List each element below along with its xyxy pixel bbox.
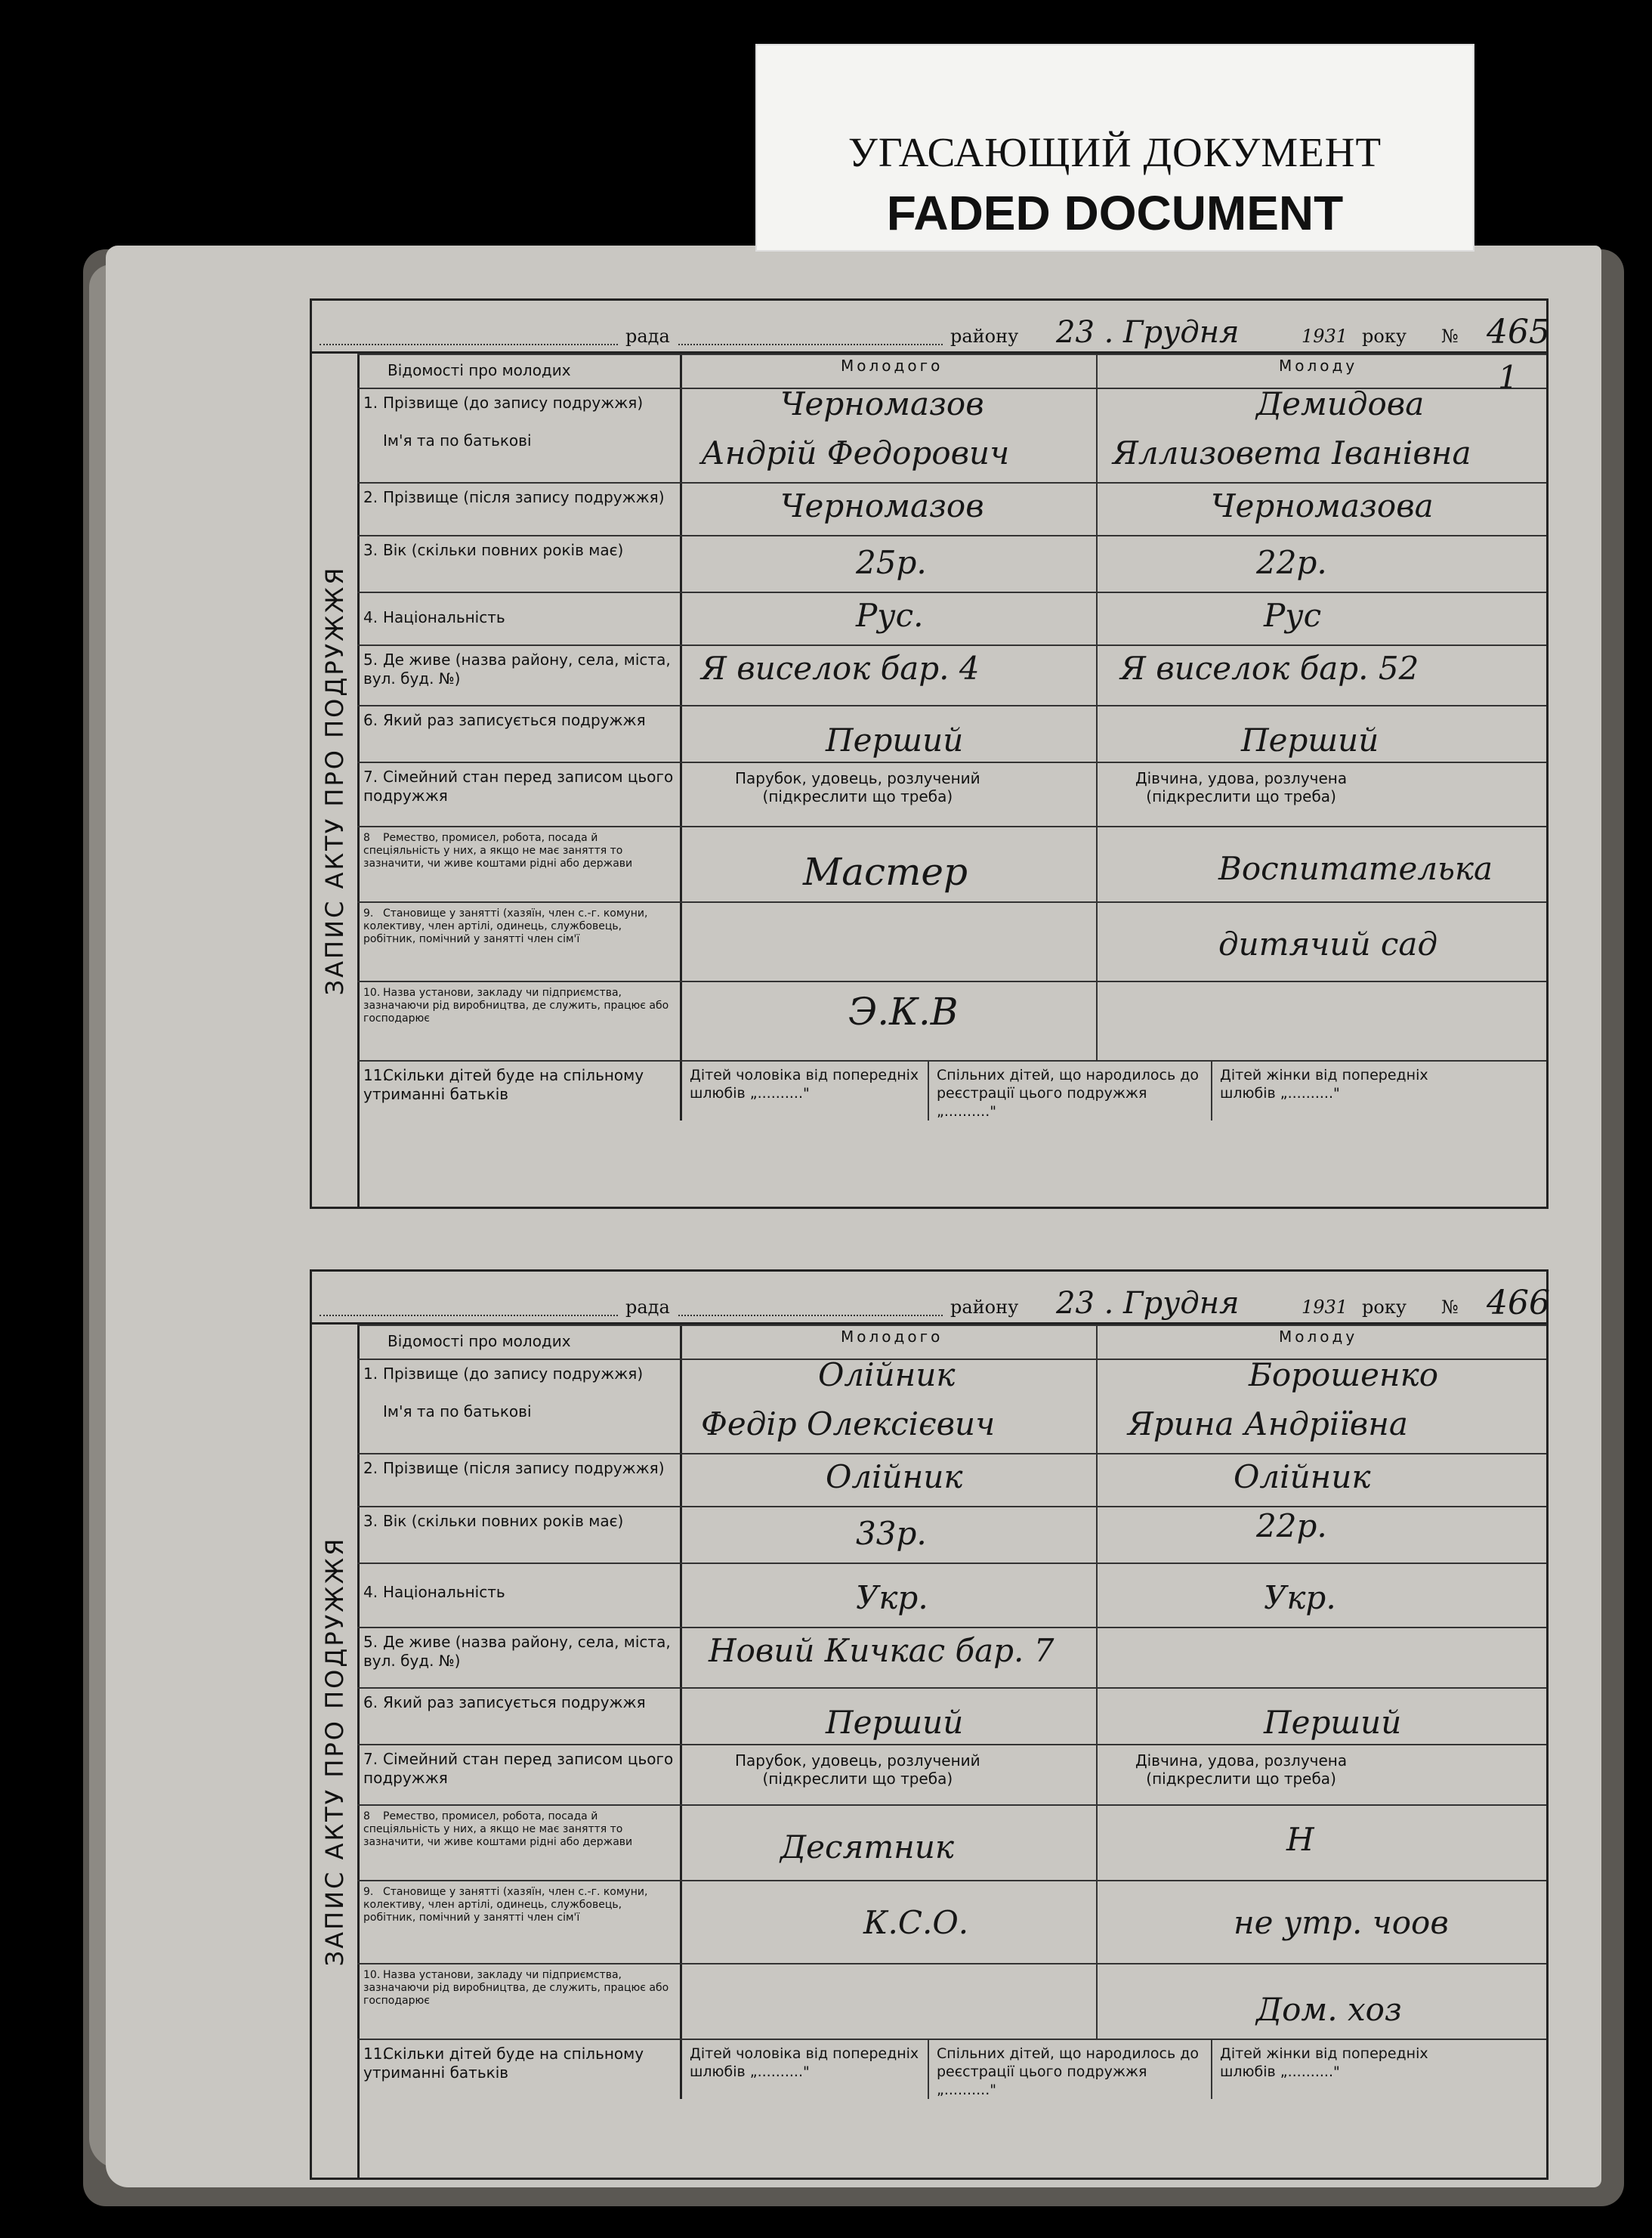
row-header — [357, 354, 1546, 388]
bride-address: Я виселок бар. 52 — [1120, 650, 1419, 687]
groom-address: Новий Кичкас бар. 7 — [709, 1632, 1055, 1669]
bride-occupation: Воспитателька — [1218, 850, 1493, 887]
row-header — [357, 1325, 1546, 1359]
record-number: 465 — [1487, 313, 1550, 351]
kids-groom: Дітей чоловіка від попередніх шлюбів „.........." — [690, 2045, 919, 2080]
bride-times: Перший — [1241, 722, 1379, 759]
record-header — [310, 1269, 1549, 1322]
kids-common: Спільних дітей, що народилось до реєстрації цього подружжя „.........." — [928, 2040, 1211, 2099]
row-position: 9. Становище у занятті (хазяїн, член с.-г. комуни, колективу, член артілі, одинець, службовець, робітник, помічний у занятті член сім'ї дитячий сад — [357, 901, 1546, 981]
bride-occupation: Н — [1286, 1821, 1314, 1858]
bride-column-header: Молоду — [1279, 357, 1358, 375]
kids-bride: Дітей жінки від попередніх шлюбів „.........." — [1211, 1062, 1483, 1121]
row-children: 11.Скільки дітей буде на спільному утриманні батьків Дітей чоловіка від попередніх шлюбів „.........." Спільних дітей, що народилось до реєстрації цього подружжя „.........." Дітей жінки від попередніх шлюбів „.........." — [357, 1060, 1546, 1121]
row-nationality: 4. Національність Укр. Укр. — [357, 1563, 1546, 1627]
bride-name: Ярина Андріївна — [1128, 1405, 1408, 1442]
record-date: 23 . Грудня — [1056, 1286, 1240, 1321]
groom-column-header: Молодого — [841, 1328, 943, 1346]
groom-nationality: Укр. — [856, 1579, 928, 1616]
rada-label: рада — [625, 1297, 670, 1318]
record-year: 1931 — [1302, 326, 1348, 347]
row-marital-status: 7. Сімейний стан перед записом цього подружжя Парубок, удовець, розлучений (підкреслити що треба) Дівчина, удова, розлучена (підкреслити що треба) — [357, 762, 1546, 826]
number-label: № — [1441, 1297, 1459, 1318]
record-date: 23 . Грудня — [1056, 315, 1240, 350]
row-surname-before: 1. Прізвище (до запису подружжя) Ім'я та по батькові Черномазов Андрій Федорович Демидова Яллизовета Іванівна 1 — [357, 388, 1546, 482]
bride-age: 22р. — [1256, 1507, 1327, 1544]
roku-label: року — [1362, 326, 1407, 347]
row-position: 9. Становище у занятті (хазяїн, член с.-г. комуни, колективу, член артілі, одинець, службовець, робітник, помічний у занятті член сім'ї К.С.О. не утр. чоов — [357, 1880, 1546, 1963]
row-address: 5. Де живе (назва району, села, міста, вул. буд. №) Новий Кичкас бар. 7 — [357, 1627, 1546, 1687]
bride-workplace: дитячий сад — [1218, 926, 1438, 963]
row-occupation: 8 Ремество, промисел, робота, посада й спеціяльність у них, а якщо не має заняття то зазначити, чи живе коштами рідні або держави Десятник Н — [357, 1804, 1546, 1880]
raion-label: району — [950, 1297, 1019, 1318]
bride-surname-after: Олійник — [1234, 1458, 1371, 1495]
margin-mark: 1 — [1498, 359, 1518, 396]
bride-status: Дівчина, удова, розлучена (підкреслити що треба) — [1135, 1751, 1348, 1788]
groom-surname-before: Олійник — [818, 1356, 956, 1393]
row-surname-after: 2. Прізвище (після запису подружжя) Олійник Олійник — [357, 1453, 1546, 1506]
record-table — [310, 351, 1549, 1209]
row-children: 11.Скільки дітей буде на спільному утриманні батьків Дітей чоловіка від попередніх шлюбів „.........." Спільних дітей, що народилось до реєстрації цього подружжя „.........." Дітей жінки від попередніх шлюбів „.........." — [357, 2039, 1546, 2099]
faded-document-label — [755, 44, 1474, 252]
label-english: FADED DOCUMENT — [886, 186, 1344, 240]
row-surname-after: 2. Прізвище (після запису подружжя) Черномазов Черномазова — [357, 482, 1546, 535]
groom-workplace: Э.К.В — [848, 990, 959, 1034]
bride-times: Перший — [1264, 1704, 1402, 1741]
label-russian: УГАСАЮЩИЙ ДОКУМЕНТ — [848, 129, 1382, 175]
side-title: ЗАПИС АКТУ ПРО ПОДРУЖЖЯ — [312, 1325, 360, 2178]
bride-surname-before: Демидова — [1256, 385, 1425, 422]
bride-nationality: Укр. — [1264, 1579, 1336, 1616]
groom-occupation: Десятник — [780, 1828, 954, 1866]
groom-workplace: К.С.О. — [863, 1904, 969, 1941]
row-occupation: 8 Ремество, промисел, робота, посада й спеціяльність у них, а якщо не має заняття то зазначити, чи живе коштами рідні або держави Мастер Воспитателька — [357, 826, 1546, 901]
roku-label: року — [1362, 1297, 1407, 1318]
number-label: № — [1441, 326, 1459, 347]
groom-times: Перший — [826, 1704, 964, 1741]
bride-nationality: Рус — [1264, 597, 1322, 634]
bride-position: не утр. чоов — [1234, 1904, 1449, 1941]
row-surname-before: 1. Прізвище (до запису подружжя) Ім'я та по батькові Олійник Федір Олексієвич Борошенко Ярина Андріївна — [357, 1359, 1546, 1453]
record-header — [310, 298, 1549, 351]
bride-status: Дівчина, удова, розлучена (підкреслити що треба) — [1135, 769, 1348, 805]
raion-label: району — [950, 326, 1019, 347]
groom-surname-after: Олійник — [826, 1458, 963, 1495]
row-workplace: 10. Назва установи, закладу чи підприємства, зазначаючи рід виробництва, де служить, працює або господарює Э.К.В — [357, 981, 1546, 1060]
row-marital-status: 7. Сімейний стан перед записом цього подружжя Парубок, удовець, розлучений (підкреслити що треба) Дівчина, удова, розлучена (підкреслити що треба) — [357, 1744, 1546, 1804]
groom-name: Федір Олексієвич — [701, 1405, 996, 1442]
groom-surname-before: Черномазов — [780, 385, 984, 422]
record-table — [310, 1322, 1549, 2180]
groom-status: Парубок, удовець, розлучений (підкреслити що треба) — [735, 1751, 980, 1788]
row-workplace: 10. Назва установи, закладу чи підприємства, зазначаючи рід виробництва, де служить, працює або господарює Дом. хоз — [357, 1963, 1546, 2039]
bride-column-header: Молоду — [1279, 1328, 1358, 1346]
row-nationality: 4. Національність Рус. Рус — [357, 592, 1546, 645]
groom-times: Перший — [826, 722, 964, 759]
bride-age: 22р. — [1256, 544, 1327, 581]
kids-bride: Дітей жінки від попередніх шлюбів „.........." — [1211, 2040, 1483, 2099]
rada-label: рада — [625, 326, 670, 347]
row-age: 3. Вік (скільки повних років має) 33р. 22р. — [357, 1506, 1546, 1563]
groom-occupation: Мастер — [803, 850, 968, 894]
kids-groom: Дітей чоловіка від попередніх шлюбів „.........." — [690, 1067, 919, 1102]
bride-workplace: Дом. хоз — [1256, 1991, 1402, 2028]
row-times: 6. Який раз записується подружжя Перший Перший — [357, 705, 1546, 762]
bride-surname-before: Борошенко — [1249, 1356, 1438, 1393]
groom-age: 33р. — [856, 1515, 927, 1552]
info-label: Відомості про молодих — [357, 1326, 682, 1359]
groom-name: Андрій Федорович — [701, 434, 1010, 471]
groom-age: 25р. — [856, 544, 927, 581]
bride-surname-after: Черномазова — [1211, 487, 1434, 524]
groom-status: Парубок, удовець, розлучений (підкреслити що треба) — [735, 769, 980, 805]
row-address: 5. Де живе (назва району, села, міста, вул. буд. №) Я виселок бар. 4 Я виселок бар. 52 — [357, 645, 1546, 705]
row-age: 3. Вік (скільки повних років має) 25р. 22р. — [357, 535, 1546, 592]
info-label: Відомості про молодих — [357, 355, 682, 388]
groom-nationality: Рус. — [856, 597, 924, 634]
groom-column-header: Молодого — [841, 357, 943, 375]
record-year: 1931 — [1302, 1297, 1348, 1318]
groom-surname-after: Черномазов — [780, 487, 984, 524]
bride-name: Яллизовета Іванівна — [1113, 434, 1471, 471]
row-times: 6. Який раз записується подружжя Перший Перший — [357, 1687, 1546, 1744]
groom-address: Я виселок бар. 4 — [701, 650, 980, 687]
side-title: ЗАПИС АКТУ ПРО ПОДРУЖЖЯ — [312, 354, 360, 1207]
kids-common: Спільних дітей, що народилось до реєстрації цього подружжя „.........." — [928, 1062, 1211, 1121]
record-number: 466 — [1487, 1284, 1550, 1322]
